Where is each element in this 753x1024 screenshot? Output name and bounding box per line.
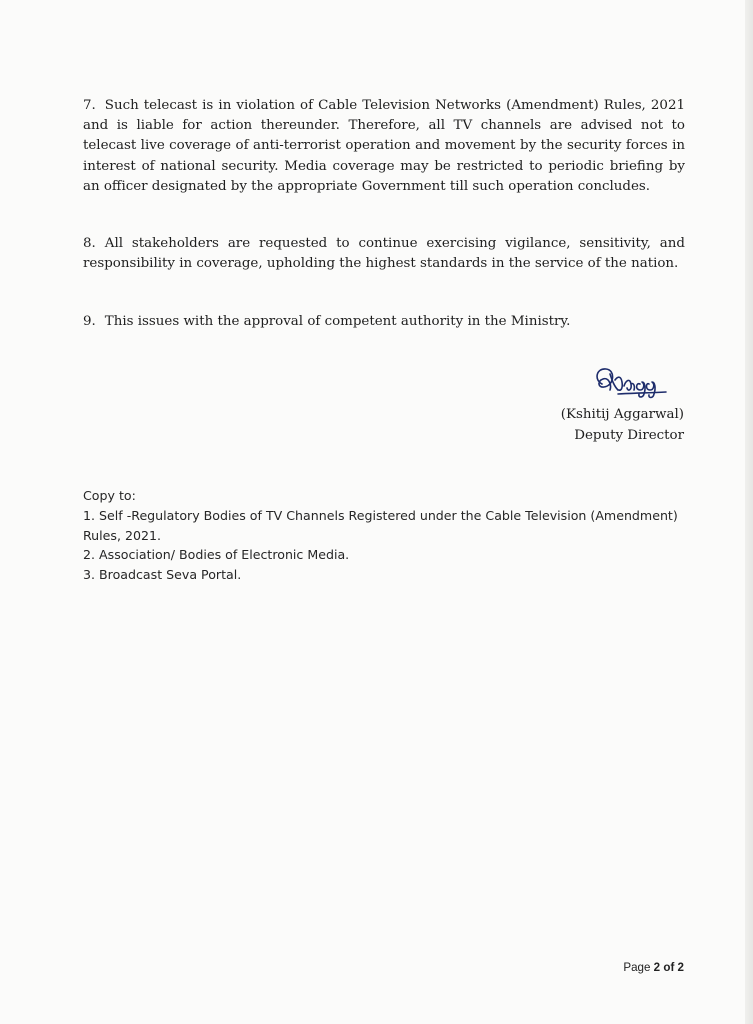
copy-to-list	[83, 506, 688, 585]
paragraph-8	[83, 234, 685, 274]
handwritten-signature	[588, 362, 670, 404]
list-item-text: Broadcast Seva Portal.	[99, 567, 242, 583]
paragraph-7	[83, 96, 685, 197]
page-number-prefix: Page	[623, 961, 651, 974]
copy-to-heading: Copy to:	[83, 488, 136, 503]
paragraph-text: This issues with the approval of competent authority in the Ministry.	[104, 314, 571, 329]
list-item	[83, 565, 688, 585]
paragraph-9	[83, 312, 703, 332]
paragraph-text: Such telecast is in violation of Cable Television Networks (Amendment) Rules, 2021 and is liable for action thereunder. Therefore, all TV channels are advised not to telecast live coverage of anti-terrorist operation and movement by the security forces in interest of national security. Media coverage may be restricted to periodic briefing by an officer designated by the appropriate Government till such operation concludes.	[83, 98, 685, 194]
list-item-number: 1.	[83, 507, 96, 523]
paragraph-number: 7.	[83, 98, 96, 113]
page-number	[623, 961, 684, 974]
copy-to-section	[83, 486, 688, 585]
list-item-text: Association/ Bodies of Electronic Media.	[99, 547, 350, 563]
list-item	[83, 506, 688, 546]
page-number-total: 2	[677, 961, 684, 974]
list-item-number: 3.	[83, 567, 96, 583]
page-number-current: 2	[653, 961, 661, 974]
page-number-separator: of	[663, 961, 675, 974]
list-item	[83, 545, 688, 565]
paragraph-number: 8.	[83, 236, 96, 251]
list-item-number: 2.	[83, 547, 96, 563]
list-item-text: Self -Regulatory Bodies of TV Channels Registered under the Cable Television (Amendment) Rules, 2021.	[83, 507, 678, 543]
signatory-name: (Kshitij Aggarwal)	[560, 407, 684, 422]
paragraph-text: All stakeholders are requested to continue exercising vigilance, sensitivity, and responsibility in coverage, upholding the highest standards in the service of the nation.	[83, 236, 685, 272]
paragraph-number: 9.	[83, 314, 96, 329]
signatory-designation: Deputy Director	[574, 428, 684, 443]
page-edge-shadow	[745, 0, 753, 1024]
